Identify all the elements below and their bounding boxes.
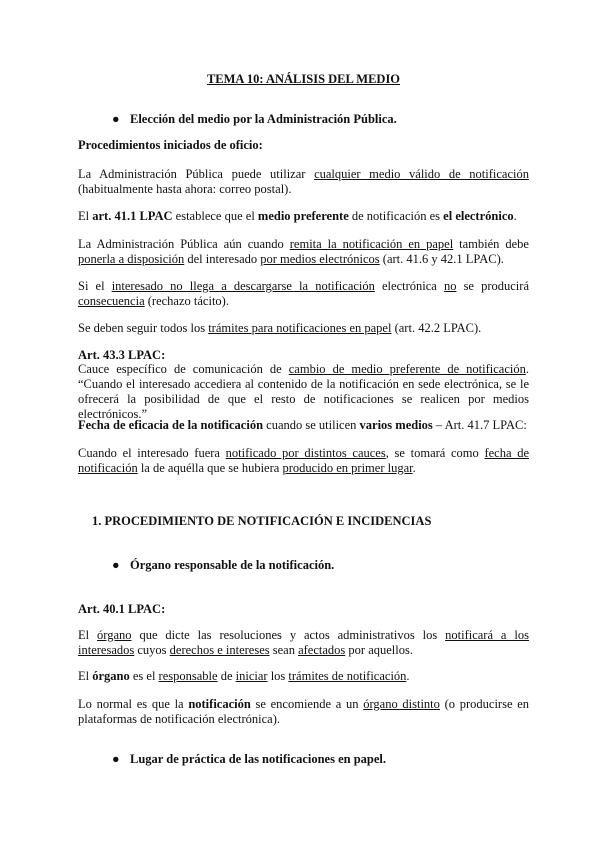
paragraph-medio-valido: La Administración Pública puede utilizar cualquier medio válido de notificación (habitualmente hasta ahora: correo postal). (78, 167, 529, 196)
bullet-dot-icon: ● (112, 558, 120, 572)
bullet-heading-organo: ● Órgano responsable de la notificación. (112, 558, 335, 572)
paragraph-cambio-medio: Cauce específico de comunicación de cambio de medio preferente de notificación. “Cuando el interesado accediera al contenido de la notificación en sede electrónica, se le ofrecerá la posibilidad de que el resto de notificaciones se realicen por medios electrónicos.” (78, 362, 529, 421)
paragraph-organo-dicte: El órgano que dicte las resoluciones y actos administrativos los notificará a los interesados cuyos derechos e intereses sean afectados por aquellos. (78, 628, 529, 657)
bullet-heading-eleccion: ● Elección del medio por la Administración Pública. (112, 112, 397, 126)
document-title: TEMA 10: ANÁLISIS DEL MEDIO (206, 72, 401, 86)
heading-procedimientos-oficio: Procedimientos iniciados de oficio: (78, 138, 263, 152)
paragraph-remita-papel: La Administración Pública aún cuando remita la notificación en papel también debe ponerla a disposición del interesado por medios electrónicos (art. 41.6 y 42.1 LPAC). (78, 237, 529, 266)
section-heading-procedimiento: 1. PROCEDIMIENTO DE NOTIFICACIÓN E INCIDENCIAS (92, 514, 432, 528)
heading-art-40-1: Art. 40.1 LPAC: (78, 602, 166, 616)
paragraph-rechazo-tacito: Si el interesado no llega a descargarse la notificación electrónica no se producirá consecuencia (rechazo tácito). (78, 279, 529, 308)
paragraph-fecha-eficacia: Fecha de eficacia de la notificación cuando se utilicen varios medios – Art. 41.7 LPAC: (78, 418, 527, 432)
bullet-dot-icon: ● (112, 112, 120, 126)
bullet-dot-icon: ● (112, 752, 120, 766)
paragraph-tramites-papel: Se deben seguir todos los trámites para notificaciones en papel (art. 42.2 LPAC). (78, 321, 482, 335)
paragraph-organo-distinto: Lo normal es que la notificación se encomiende a un órgano distinto (o producirse en plataformas de notificación electrónica). (78, 697, 529, 726)
paragraph-art-41-1: El art. 41.1 LPAC establece que el medio preferente de notificación es el electrónico. (78, 209, 517, 223)
heading-art-43-3: Art. 43.3 LPAC: (78, 348, 166, 362)
paragraph-distintos-cauces: Cuando el interesado fuera notificado por distintos cauces, se tomará como fecha de notificación la de aquélla que se hubiera producido en primer lugar. (78, 446, 530, 475)
paragraph-organo-responsable: El órgano es el responsable de iniciar los trámites de notificación. (78, 669, 410, 683)
bullet-heading-lugar: ● Lugar de práctica de las notificaciones en papel. (112, 752, 387, 766)
